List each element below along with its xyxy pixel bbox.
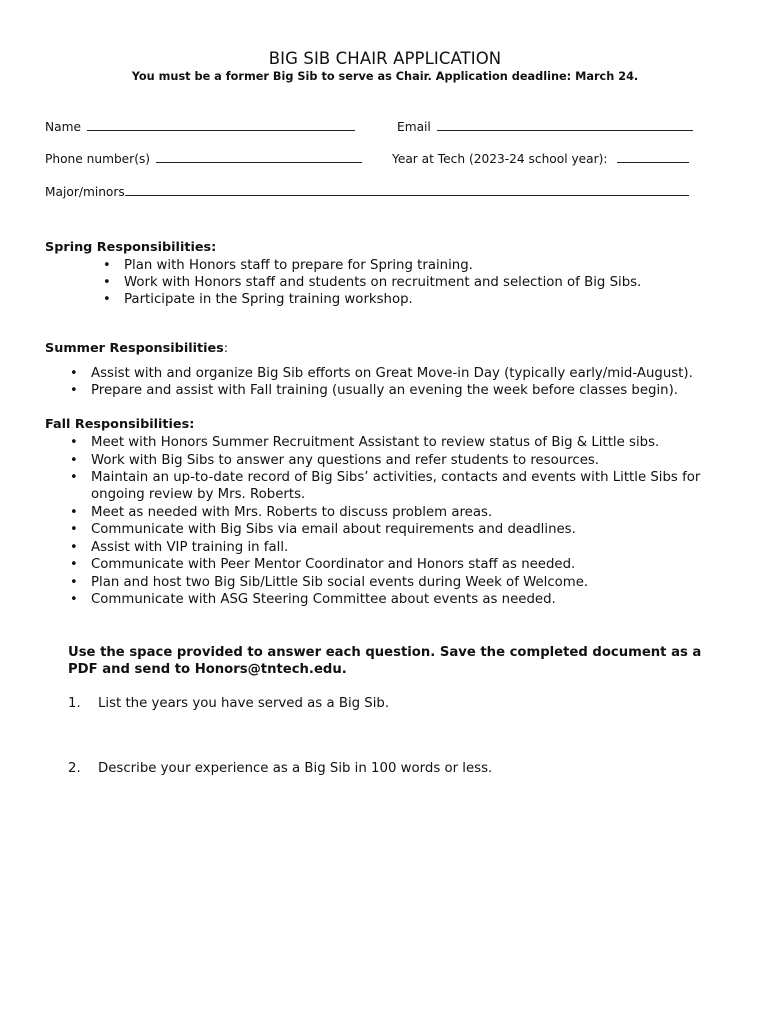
list-item: • Communicate with ASG Steering Committee about events as needed. [70, 592, 556, 607]
list-item: • Work with Big Sibs to answer any questions and refer students to resources. [70, 453, 600, 468]
question-1 [68, 696, 668, 714]
list-item: • Plan with Honors staff to prepare for Spring training. [103, 258, 473, 273]
list-item: • Assist with VIP training in fall. [70, 540, 289, 555]
list-item: • Meet as needed with Mrs. Roberts to discuss problem areas. [70, 505, 493, 520]
major-label: Major/minors [45, 185, 125, 199]
question-number: 2. [68, 761, 81, 776]
phone-label: Phone number(s) [45, 152, 151, 166]
name-label: Name [45, 120, 81, 134]
major-input-line[interactable] [125, 184, 689, 196]
list-item: • Participate in the Spring training workshop. [103, 292, 413, 307]
list-item: • Meet with Honors Summer Recruitment Assistant to review status of Big & Little sibs. [70, 435, 660, 450]
list-item: • Prepare and assist with Fall training (usually an evening the week before classes begin). [70, 383, 679, 398]
question-2 [68, 761, 668, 779]
email-input-line[interactable] [437, 119, 693, 131]
year-input-line[interactable] [617, 151, 689, 163]
major-field[interactable] [45, 184, 689, 199]
summer-heading: Summer Responsibilities: [45, 341, 229, 356]
list-item: • Communicate with Peer Mentor Coordinator and Honors staff as needed. [70, 557, 576, 572]
name-input-line[interactable] [87, 119, 355, 131]
year-field[interactable] [392, 151, 689, 166]
list-item: • Assist with and organize Big Sib efforts on Great Move-in Day (typically early/mid-August). [70, 366, 693, 381]
year-label: Year at Tech (2023-24 school year): [392, 152, 608, 166]
phone-field[interactable] [45, 151, 362, 166]
list-item: • Work with Honors staff and students on recruitment and selection of Big Sibs. [103, 275, 642, 290]
instructions-text: Use the space provided to answer each question. Save the completed document as a PDF and send to Honors@tntech.edu. [68, 645, 702, 677]
question-text: List the years you have served as a Big Sib. [98, 696, 390, 711]
list-item: • Maintain an up-to-date record of Big Sibs’ activities, contacts and events with Little Sibs for ongoing review by Mrs. Roberts. [70, 470, 701, 502]
list-item: • Plan and host two Big Sib/Little Sib social events during Week of Welcome. [70, 575, 589, 590]
fall-heading: Fall Responsibilities: [45, 417, 195, 432]
name-field[interactable] [45, 119, 355, 134]
spring-heading: Spring Responsibilities: [45, 240, 217, 255]
list-item: • Communicate with Big Sibs via email about requirements and deadlines. [70, 522, 576, 537]
email-label: Email [397, 120, 431, 134]
page-title: BIG SIB CHAIR APPLICATION [268, 49, 502, 68]
question-number: 1. [68, 696, 81, 711]
phone-input-line[interactable] [156, 151, 362, 163]
question-text: Describe your experience as a Big Sib in 100 words or less. [98, 761, 493, 776]
email-field[interactable] [397, 119, 693, 134]
page-subtitle: You must be a former Big Sib to serve as Chair. Application deadline: March 24. [131, 70, 639, 83]
